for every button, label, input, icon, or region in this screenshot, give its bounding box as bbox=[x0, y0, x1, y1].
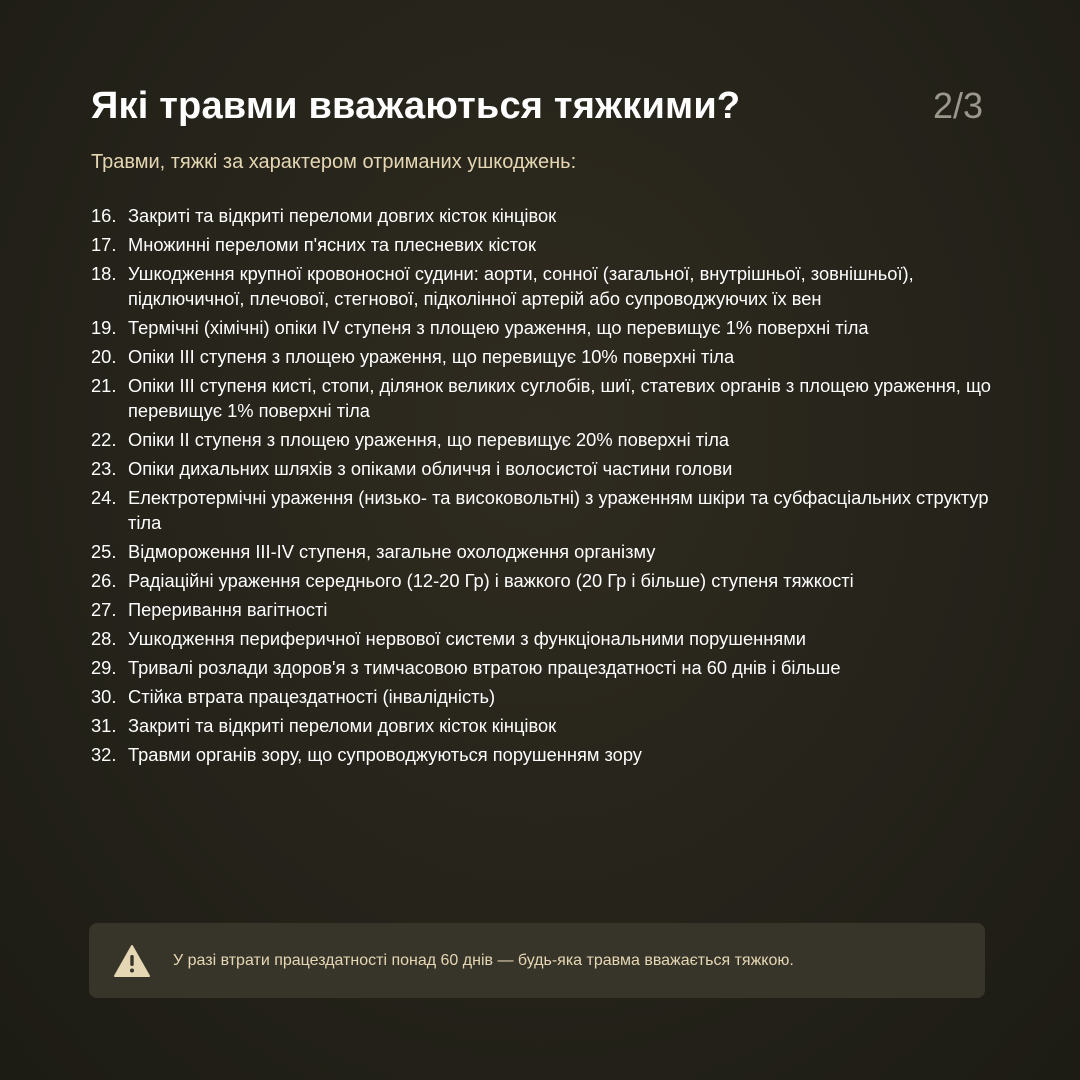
item-number: 18. bbox=[91, 263, 117, 284]
item-text: Термічні (хімічні) опіки IV ступеня з площею ураження, що перевищує 1% поверхні тіла bbox=[128, 317, 869, 338]
item-number: 16. bbox=[91, 205, 117, 226]
list-item bbox=[91, 261, 991, 311]
injury-list bbox=[91, 203, 991, 771]
item-number: 23. bbox=[91, 458, 117, 479]
list-item bbox=[91, 203, 991, 228]
item-number: 22. bbox=[91, 429, 117, 450]
section-subtitle: Травми, тяжкі за характером отриманих ушкоджень: bbox=[91, 151, 577, 173]
item-number: 25. bbox=[91, 541, 117, 562]
item-number: 19. bbox=[91, 317, 117, 338]
item-number: 21. bbox=[91, 375, 117, 396]
list-item bbox=[91, 597, 991, 622]
item-text: Закриті та відкриті переломи довгих кісток кінцівок bbox=[128, 205, 557, 226]
item-text: Закриті та відкриті переломи довгих кісток кінцівок bbox=[128, 715, 557, 736]
item-text: Опіки III ступеня з площею ураження, що перевищує 10% поверхні тіла bbox=[128, 346, 735, 367]
list-item bbox=[91, 485, 991, 535]
list-item bbox=[91, 456, 991, 481]
list-item bbox=[91, 539, 991, 564]
list-item bbox=[91, 373, 991, 423]
warning-notice bbox=[89, 923, 985, 998]
item-text: Стійка втрата працездатності (інвалідність) bbox=[128, 686, 496, 707]
notice-text: У разі втрати працездатності понад 60 днів — будь-яка травма вважається тяжкою. bbox=[173, 951, 794, 969]
item-number: 26. bbox=[91, 570, 117, 591]
list-item bbox=[91, 742, 991, 767]
item-text: Опіки III ступеня кисті, стопи, ділянок великих суглобів, шиї, статевих органів з площею ураження, що перевищує 1% поверхні тіла bbox=[128, 375, 991, 421]
list-item bbox=[91, 568, 991, 593]
item-text: Опіки II ступеня з площею ураження, що перевищує 20% поверхні тіла bbox=[128, 429, 730, 450]
item-number: 17. bbox=[91, 234, 117, 255]
item-text: Ушкодження крупної кровоносної судини: аорти, сонної (загальної, внутрішньої, зовнішньої), підключичної, плечової, стегнової, підколінної артерій або супроводжуючих їх вен bbox=[128, 263, 914, 309]
item-number: 31. bbox=[91, 715, 117, 736]
list-item bbox=[91, 315, 991, 340]
item-number: 30. bbox=[91, 686, 117, 707]
page-title: Які травми вважаються тяжкими? bbox=[91, 85, 741, 127]
list-item bbox=[91, 684, 991, 709]
page-counter: 2/3 bbox=[932, 85, 983, 126]
item-text: Ушкодження периферичної нервової системи з функціональними порушеннями bbox=[128, 628, 806, 649]
item-number: 32. bbox=[91, 744, 117, 765]
warning-icon bbox=[113, 944, 151, 978]
item-number: 20. bbox=[91, 346, 117, 367]
item-text: Електротермічні ураження (низько- та високовольтні) з ураженням шкіри та субфасціальних структур тіла bbox=[128, 487, 989, 533]
list-item bbox=[91, 626, 991, 651]
item-text: Опіки дихальних шляхів з опіками обличчя і волосистої частини голови bbox=[128, 458, 733, 479]
item-text: Переривання вагітності bbox=[128, 599, 328, 620]
item-number: 27. bbox=[91, 599, 117, 620]
item-number: 29. bbox=[91, 657, 117, 678]
item-text: Відмороження III-IV ступеня, загальне охолодження організму bbox=[128, 541, 656, 562]
item-text: Множинні переломи п'ясних та плесневих кісток bbox=[128, 234, 536, 255]
list-item bbox=[91, 713, 991, 738]
item-text: Травми органів зору, що супроводжуються порушенням зору bbox=[128, 744, 642, 765]
list-item bbox=[91, 655, 991, 680]
list-item bbox=[91, 344, 991, 369]
item-text: Радіаційні ураження середнього (12-20 Гр) і важкого (20 Гр і більше) ступеня тяжкості bbox=[128, 570, 854, 591]
list-item bbox=[91, 232, 991, 257]
item-number: 24. bbox=[91, 487, 117, 508]
item-text: Тривалі розлади здоров'я з тимчасовою втратою працездатності на 60 днів і більше bbox=[128, 657, 841, 678]
list-item bbox=[91, 427, 991, 452]
item-number: 28. bbox=[91, 628, 117, 649]
